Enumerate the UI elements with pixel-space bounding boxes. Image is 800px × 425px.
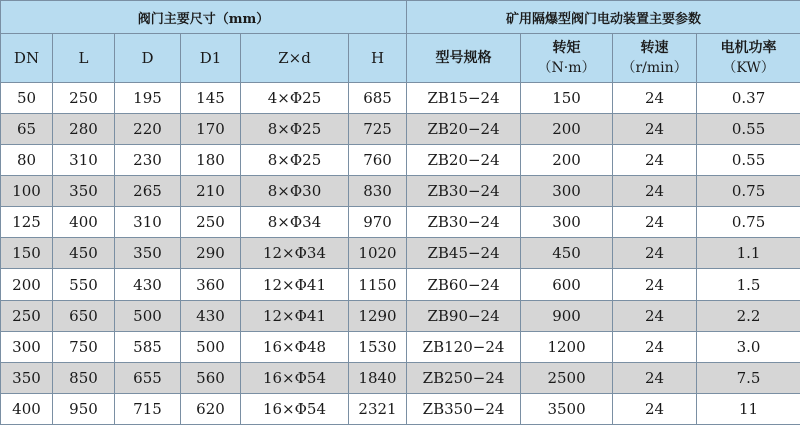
table-row — [1, 269, 800, 300]
cell-speed: 24 — [613, 362, 697, 393]
col-header-power-unit: （KW） — [722, 60, 775, 76]
cell-zxd: 4×Φ25 — [241, 83, 349, 114]
col-header-power — [697, 34, 800, 83]
cell-torque: 300 — [521, 207, 613, 238]
cell-speed: 24 — [613, 207, 697, 238]
cell-zxd: 8×Φ25 — [241, 145, 349, 176]
cell-d1: 170 — [181, 114, 241, 145]
table-row — [1, 362, 800, 393]
cell-dn: 50 — [1, 83, 53, 114]
cell-h: 1150 — [349, 269, 407, 300]
cell-zxd: 12×Φ41 — [241, 300, 349, 331]
col-header-speed-name: 转速 — [640, 40, 669, 56]
cell-torque: 1200 — [521, 331, 613, 362]
cell-model: ZB20−24 — [407, 114, 521, 145]
cell-d: 585 — [115, 331, 181, 362]
cell-h: 830 — [349, 176, 407, 207]
cell-d1: 290 — [181, 238, 241, 269]
col-header-power-name: 电机功率 — [720, 40, 777, 56]
table-row — [1, 145, 800, 176]
cell-zxd: 16×Φ54 — [241, 393, 349, 424]
cell-d: 500 — [115, 300, 181, 331]
table-row — [1, 83, 800, 114]
cell-d1: 250 — [181, 207, 241, 238]
cell-h: 725 — [349, 114, 407, 145]
cell-speed: 24 — [613, 393, 697, 424]
cell-zxd: 8×Φ30 — [241, 176, 349, 207]
cell-torque: 450 — [521, 238, 613, 269]
cell-d1: 620 — [181, 393, 241, 424]
col-header-d: D — [115, 34, 181, 83]
cell-l: 550 — [53, 269, 115, 300]
cell-l: 350 — [53, 176, 115, 207]
cell-l: 750 — [53, 331, 115, 362]
col-header-torque-name: 转矩 — [552, 40, 581, 56]
cell-speed: 24 — [613, 238, 697, 269]
cell-d: 715 — [115, 393, 181, 424]
column-header-row — [1, 34, 800, 83]
col-header-torque-unit: （N·m） — [537, 60, 596, 76]
col-header-model: 型号规格 — [407, 34, 521, 83]
cell-speed: 24 — [613, 331, 697, 362]
table-row — [1, 393, 800, 424]
cell-dn: 250 — [1, 300, 53, 331]
cell-zxd: 8×Φ34 — [241, 207, 349, 238]
cell-power: 11 — [697, 393, 800, 424]
cell-dn: 65 — [1, 114, 53, 145]
table-row — [1, 331, 800, 362]
cell-d: 230 — [115, 145, 181, 176]
cell-speed: 24 — [613, 83, 697, 114]
col-header-speed-unit: （r/min） — [621, 60, 688, 76]
cell-torque: 2500 — [521, 362, 613, 393]
cell-torque: 900 — [521, 300, 613, 331]
cell-l: 850 — [53, 362, 115, 393]
cell-l: 250 — [53, 83, 115, 114]
cell-zxd: 12×Φ41 — [241, 269, 349, 300]
cell-d1: 500 — [181, 331, 241, 362]
cell-d: 310 — [115, 207, 181, 238]
cell-d1: 180 — [181, 145, 241, 176]
cell-h: 1020 — [349, 238, 407, 269]
cell-power: 0.37 — [697, 83, 800, 114]
cell-power: 1.5 — [697, 269, 800, 300]
cell-power: 2.2 — [697, 300, 800, 331]
group-header-dimensions: 阀门主要尺寸（mm） — [1, 1, 407, 34]
cell-model: ZB30−24 — [407, 207, 521, 238]
cell-model: ZB30−24 — [407, 176, 521, 207]
cell-l: 310 — [53, 145, 115, 176]
table-row — [1, 114, 800, 145]
cell-h: 1840 — [349, 362, 407, 393]
cell-torque: 200 — [521, 145, 613, 176]
cell-d1: 210 — [181, 176, 241, 207]
cell-zxd: 16×Φ54 — [241, 362, 349, 393]
cell-speed: 24 — [613, 114, 697, 145]
table-row — [1, 300, 800, 331]
cell-d1: 430 — [181, 300, 241, 331]
cell-h: 760 — [349, 145, 407, 176]
cell-speed: 24 — [613, 269, 697, 300]
col-header-dn: DN — [1, 34, 53, 83]
cell-torque: 200 — [521, 114, 613, 145]
cell-model: ZB90−24 — [407, 300, 521, 331]
cell-power: 7.5 — [697, 362, 800, 393]
cell-model: ZB60−24 — [407, 269, 521, 300]
cell-d: 350 — [115, 238, 181, 269]
cell-dn: 80 — [1, 145, 53, 176]
group-header-actuator: 矿用隔爆型阀门电动装置主要参数 — [407, 1, 800, 34]
col-header-speed — [613, 34, 697, 83]
cell-model: ZB20−24 — [407, 145, 521, 176]
cell-d: 265 — [115, 176, 181, 207]
cell-power: 0.75 — [697, 176, 800, 207]
cell-speed: 24 — [613, 300, 697, 331]
cell-l: 400 — [53, 207, 115, 238]
cell-dn: 100 — [1, 176, 53, 207]
col-header-d1: D1 — [181, 34, 241, 83]
cell-dn: 150 — [1, 238, 53, 269]
cell-dn: 200 — [1, 269, 53, 300]
cell-model: ZB350−24 — [407, 393, 521, 424]
cell-torque: 600 — [521, 269, 613, 300]
cell-torque: 3500 — [521, 393, 613, 424]
cell-power: 0.55 — [697, 114, 800, 145]
cell-d: 655 — [115, 362, 181, 393]
cell-dn: 350 — [1, 362, 53, 393]
cell-d1: 145 — [181, 83, 241, 114]
cell-h: 685 — [349, 83, 407, 114]
table-row — [1, 238, 800, 269]
cell-d: 430 — [115, 269, 181, 300]
col-header-l: L — [53, 34, 115, 83]
cell-power: 3.0 — [697, 331, 800, 362]
col-header-zxd: Z×d — [241, 34, 349, 83]
cell-dn: 400 — [1, 393, 53, 424]
group-header-row — [1, 1, 800, 34]
cell-h: 970 — [349, 207, 407, 238]
cell-zxd: 8×Φ25 — [241, 114, 349, 145]
cell-d: 220 — [115, 114, 181, 145]
cell-d: 195 — [115, 83, 181, 114]
cell-power: 0.55 — [697, 145, 800, 176]
cell-l: 280 — [53, 114, 115, 145]
cell-speed: 24 — [613, 145, 697, 176]
cell-torque: 300 — [521, 176, 613, 207]
table-row — [1, 207, 800, 238]
cell-h: 2321 — [349, 393, 407, 424]
cell-dn: 300 — [1, 331, 53, 362]
table-body — [1, 83, 800, 425]
cell-d1: 560 — [181, 362, 241, 393]
cell-h: 1530 — [349, 331, 407, 362]
cell-l: 650 — [53, 300, 115, 331]
cell-model: ZB15−24 — [407, 83, 521, 114]
cell-power: 1.1 — [697, 238, 800, 269]
cell-torque: 150 — [521, 83, 613, 114]
cell-speed: 24 — [613, 176, 697, 207]
cell-model: ZB45−24 — [407, 238, 521, 269]
cell-dn: 125 — [1, 207, 53, 238]
cell-h: 1290 — [349, 300, 407, 331]
cell-model: ZB250−24 — [407, 362, 521, 393]
cell-power: 0.75 — [697, 207, 800, 238]
cell-zxd: 16×Φ48 — [241, 331, 349, 362]
table-row — [1, 176, 800, 207]
cell-d1: 360 — [181, 269, 241, 300]
cell-zxd: 12×Φ34 — [241, 238, 349, 269]
cell-l: 950 — [53, 393, 115, 424]
col-header-h: H — [349, 34, 407, 83]
cell-model: ZB120−24 — [407, 331, 521, 362]
col-header-torque — [521, 34, 613, 83]
cell-l: 450 — [53, 238, 115, 269]
